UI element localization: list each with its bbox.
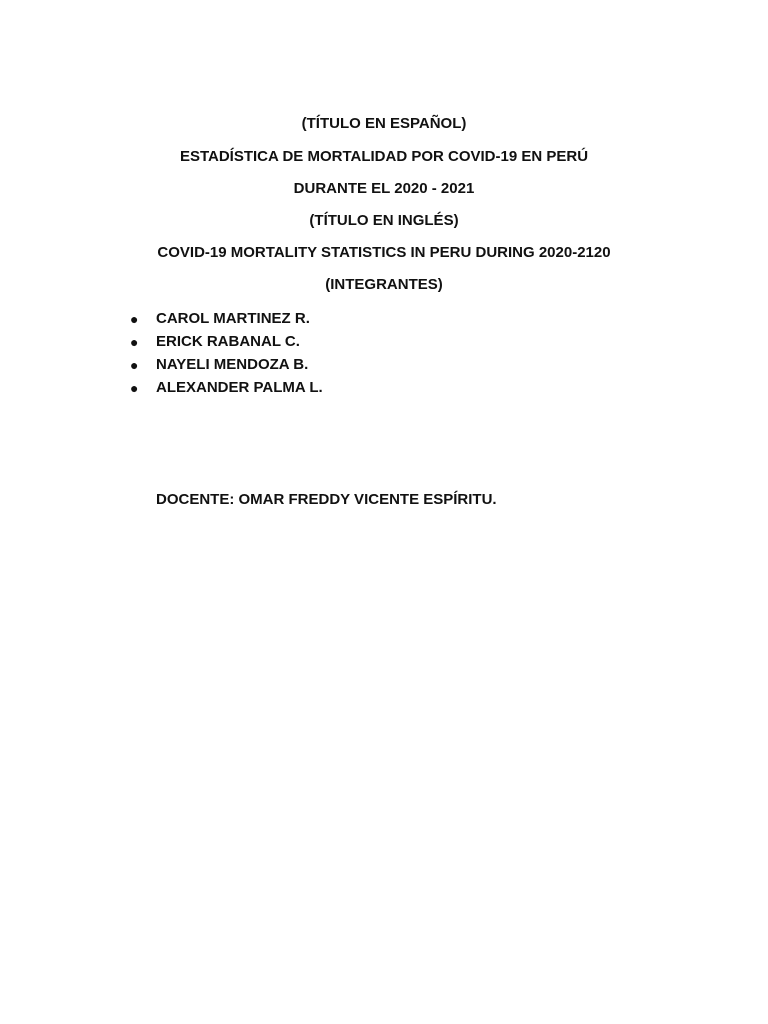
english-title: COVID-19 MORTALITY STATISTICS IN PERU DURING 2020-2120 — [157, 244, 611, 261]
member-name: CAROL MARTINEZ R. — [156, 310, 310, 327]
bullet-icon: ● — [130, 334, 139, 350]
spanish-title-line-2: DURANTE EL 2020 - 2021 — [293, 180, 475, 197]
members-label: (INTEGRANTES) — [325, 276, 443, 293]
bullet-icon: ● — [130, 357, 139, 373]
member-name: NAYELI MENDOZA B. — [156, 356, 309, 373]
member-name: ERICK RABANAL C. — [156, 333, 300, 350]
spanish-title-line-1: ESTADÍSTICA DE MORTALIDAD POR COVID-19 EN PERÚ — [179, 148, 589, 165]
member-name: ALEXANDER PALMA L. — [156, 379, 323, 396]
bullet-icon: ● — [130, 380, 139, 396]
teacher-line: DOCENTE: OMAR FREDDY VICENTE ESPÍRITU. — [156, 491, 497, 508]
spanish-title-label: (TÍTULO EN ESPAÑOL) — [301, 115, 467, 132]
bullet-icon: ● — [130, 311, 139, 327]
english-title-label: (TÍTULO EN INGLÉS) — [309, 212, 459, 229]
